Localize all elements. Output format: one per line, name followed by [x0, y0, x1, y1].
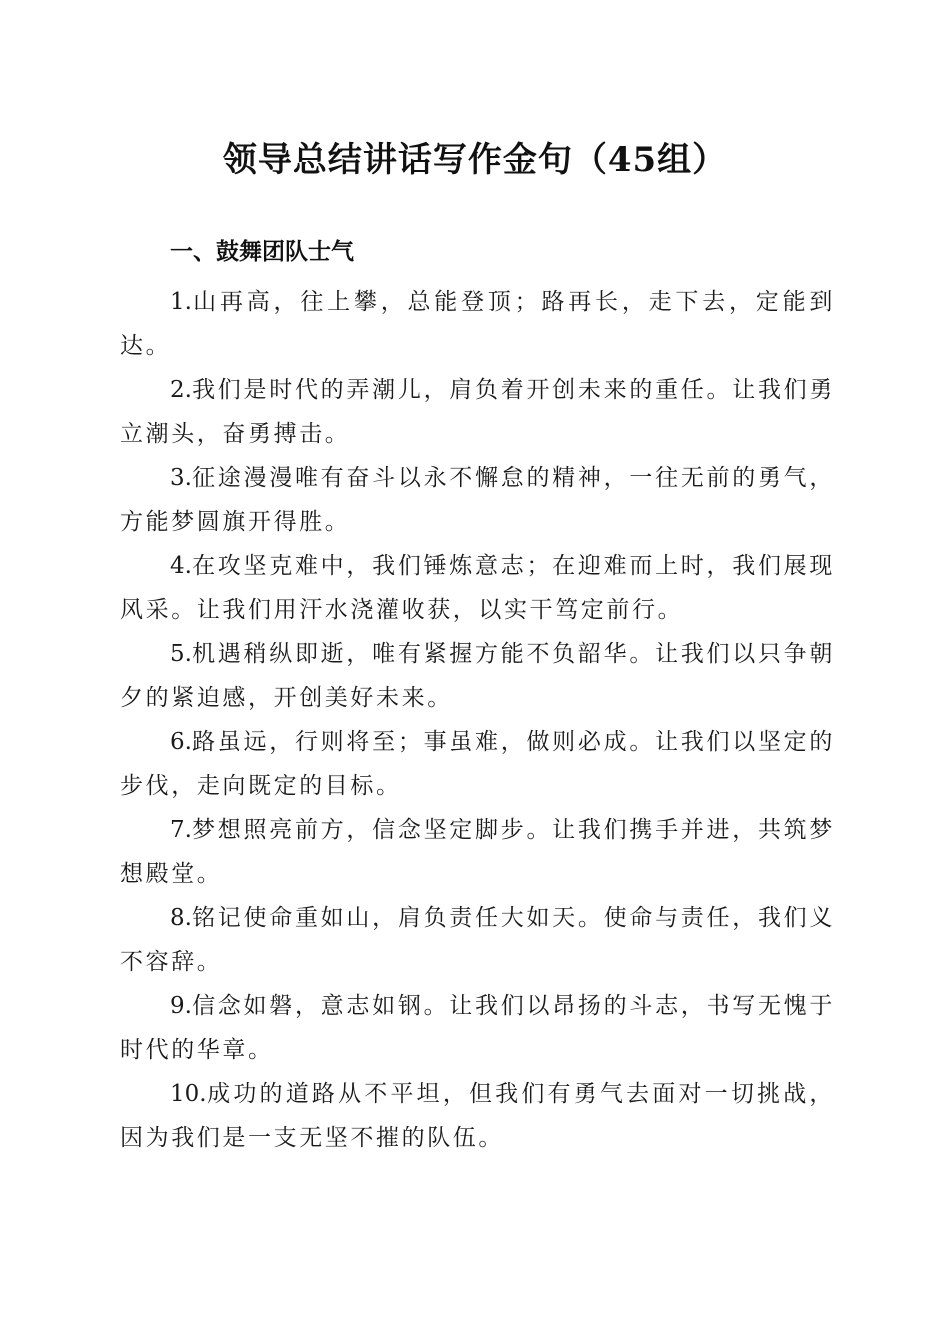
quote-text: 征途漫漫唯有奋斗以永不懈怠的精神，一往无前的勇气，方能梦圆旗开得胜。	[120, 465, 835, 535]
quote-number: 10.	[170, 1081, 207, 1107]
quote-item-3	[120, 456, 835, 544]
quote-number: 4.	[170, 553, 192, 579]
quote-item-1	[120, 280, 835, 368]
quote-text: 信念如磐，意志如钢。让我们以昂扬的斗志，书写无愧于时代的华章。	[120, 993, 835, 1063]
quote-number: 2.	[170, 377, 192, 403]
quote-text: 路虽远，行则将至；事虽难，做则必成。让我们以坚定的步伐，走向既定的目标。	[120, 729, 835, 799]
quote-number: 3.	[170, 465, 192, 491]
quote-item-5	[120, 632, 835, 720]
quote-item-10	[120, 1072, 835, 1160]
quote-item-9	[120, 984, 835, 1072]
section-heading: 一、鼓舞团队士气	[170, 239, 354, 265]
quote-number: 5.	[170, 641, 192, 667]
quote-item-7	[120, 808, 835, 896]
quote-number: 7.	[170, 817, 192, 843]
quote-text: 我们是时代的弄潮儿，肩负着开创未来的重任。让我们勇立潮头，奋勇搏击。	[120, 377, 835, 447]
quote-text: 机遇稍纵即逝，唯有紧握方能不负韶华。让我们以只争朝夕的紧迫感，开创美好未来。	[120, 641, 835, 711]
quote-text: 成功的道路从不平坦，但我们有勇气去面对一切挑战，因为我们是一支无坚不摧的队伍。	[120, 1081, 835, 1151]
quote-item-6	[120, 720, 835, 808]
quote-item-4	[120, 544, 835, 632]
quote-number: 9.	[170, 993, 192, 1019]
quote-item-8	[120, 896, 835, 984]
quote-text: 铭记使命重如山，肩负责任大如天。使命与责任，我们义不容辞。	[120, 905, 835, 975]
document-title: 领导总结讲话写作金句（45组）	[222, 140, 728, 180]
quote-number: 1.	[170, 289, 192, 315]
quote-text: 在攻坚克难中，我们锤炼意志；在迎难而上时，我们展现风采。让我们用汗水浇灌收获，以实干笃定前行。	[120, 553, 835, 623]
quote-number: 8.	[170, 905, 192, 931]
quote-list	[120, 280, 835, 1160]
quote-text: 梦想照亮前方，信念坚定脚步。让我们携手并进，共筑梦想殿堂。	[120, 817, 835, 887]
quote-item-2	[120, 368, 835, 456]
quote-text: 山再高，往上攀，总能登顶；路再长，走下去，定能到达。	[120, 289, 835, 359]
quote-number: 6.	[170, 729, 192, 755]
